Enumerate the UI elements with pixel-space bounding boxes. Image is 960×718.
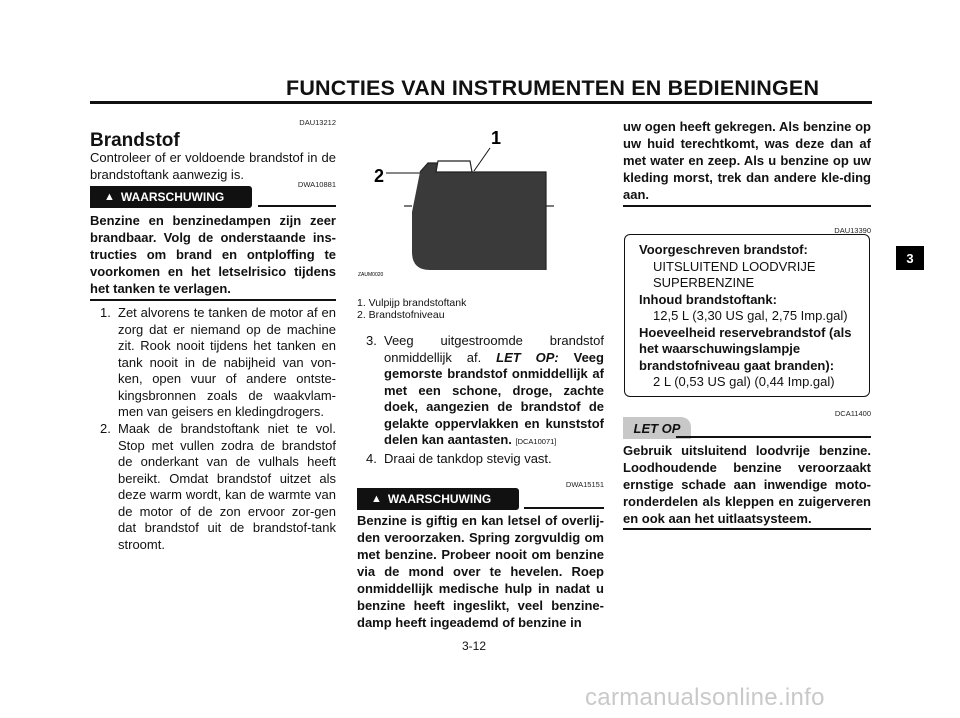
callout-1: 1: [491, 128, 502, 148]
step-number: 4.: [366, 450, 377, 466]
warning-label-text: WAARSCHUWING: [387, 492, 492, 506]
list-item: [366, 451, 604, 468]
spec-label: Inhoud brandstoftank:: [639, 291, 777, 307]
caption-1: 1. Vulpijp brandstoftank: [357, 297, 467, 309]
spec-value: SUPERBENZINE: [653, 275, 755, 290]
header-rule: [90, 101, 872, 104]
step-text: Maak de brandstoftank niet te vol. Stop met vullen zodra de brandstof de onderkant van de vulhals heeft bereikt. Omdat brandstof uitzet als deze warm wordt, kan de warmte van de motor of de zon ervoor zor-gen dat brandstof uit de brandstof-tank stroomt.: [118, 421, 336, 552]
notice-code: DCA11400: [834, 409, 871, 418]
warning-text: Benzine en benzinedampen zijn zeer brandbaar. Volg de onderstaande ins-tructies om brand en ontploffing te voorkomen en het letselrisico tijdens het tanken te verlagen.: [90, 213, 336, 296]
divider: [524, 507, 604, 509]
notice-inline-label: LET OP:: [496, 349, 559, 365]
section-heading: Brandstof: [90, 130, 180, 151]
step-list: [100, 305, 336, 553]
warning-text: Benzine is giftig en kan letsel of overlij-den veroorzaken. Spring zorgvuldig om met benzine. Probeer nooit om benzine via de mond over te hevelen. Roep onmiddellijk medische hulp in nadat u benzine heeft ingeslikt, veel benzine-damp heeft ingeademd of benzine in: [357, 513, 604, 630]
step-text: Draai de tankdop stevig vast.: [384, 450, 552, 466]
divider: [623, 528, 871, 530]
warning-code: DWA15151: [565, 480, 604, 489]
fuel-spec-box: [624, 234, 870, 397]
page-number: 3-12: [462, 639, 487, 653]
list-item: [100, 305, 336, 421]
page-header-title: FUNCTIES VAN INSTRUMENTEN EN BEDIENINGEN: [286, 76, 820, 100]
warning-text-continued: uw ogen heeft gekregen. Als benzine op uw huid terechtkomt, was deze dan af met water en zeep. Als u benzine op uw kleding morst, trek dan andere kle-ding aan.: [623, 119, 871, 202]
reference-code: [DCA10071]: [515, 437, 557, 446]
divider: [90, 299, 336, 301]
figure-code: ZAUM0020: [358, 272, 384, 278]
step-number: 3.: [366, 333, 377, 348]
warning-label-text: WAARSCHUWING: [120, 190, 225, 204]
spec-value: UITSLUITEND LOODVRIJE: [653, 258, 816, 274]
section-code: DAU13212: [299, 118, 336, 127]
list-item: [100, 421, 336, 553]
spec-label: Hoeveelheid reservebrandstof (als: [639, 324, 852, 340]
intro-text: Controleer of er voldoende brandstof in de brandstoftank aanwezig is.: [90, 150, 336, 182]
warning-label: [357, 488, 519, 510]
warning-triangle-icon: ▲: [104, 191, 115, 203]
fuel-tank-figure: [356, 120, 606, 290]
chapter-tab: 3: [896, 246, 924, 270]
spec-label: het waarschuwingslampje: [639, 341, 801, 356]
spec-value: 12,5 L (3,30 US gal, 2,75 Imp.gal): [653, 308, 848, 323]
spec-label: brandstofniveau gaat branden):: [639, 357, 835, 373]
step-text-bold: Veeg gemorste brandstof onmiddellijk af met een schone, droge, zachte doek, aangezien de brandstof de gelakte oppervlakken en kunststof delen kan aantasten.: [384, 349, 604, 447]
callout-leader-1: [474, 148, 490, 171]
notice-text: Gebruik uitsluitend loodvrije benzine. Loodhoudende benzine veroorzaakt ernstige schade aan inwendige moto-ronderdelen als kleppen en zuigerveren en ook aan het uitlaatsysteem.: [623, 443, 871, 526]
filler-tube-shape: [436, 161, 472, 172]
step-list: [366, 333, 604, 467]
warning-label: [90, 186, 252, 208]
divider: [258, 205, 336, 207]
step-number: 1.: [100, 305, 111, 320]
spec-value: 2 L (0,53 US gal) (0,44 Imp.gal): [653, 374, 835, 389]
divider: [623, 205, 871, 207]
step-text-plain: Veeg uitgestroomde brandstof onmiddellijk af.: [384, 333, 604, 365]
warning-code: DWA10881: [297, 180, 336, 189]
caption-2: 2. Brandstofniveau: [357, 309, 445, 321]
warning-triangle-icon: ▲: [371, 493, 382, 505]
fuel-level-shape: [412, 163, 546, 270]
divider: [676, 436, 871, 438]
step-text: Zet alvorens te tanken de motor af en zorg dat er niemand op de machine zit. Rook nooit tijdens het tanken en tank nooit in de nabijheid van von-ken, open vuur of andere ontste-kingsbronnen zoals de waakvlam-men van geisers en kledingdrogers.: [118, 305, 336, 419]
notice-label: LET OP: [623, 417, 691, 439]
spec-label: Voorgeschreven brandstof:: [639, 242, 808, 257]
step-number: 2.: [100, 421, 111, 436]
list-item: [366, 333, 604, 451]
watermark: carmanualsonline.info: [585, 684, 825, 711]
callout-2: 2: [374, 166, 385, 186]
section-code: DAU13390: [834, 226, 871, 235]
step-text: [384, 333, 604, 451]
